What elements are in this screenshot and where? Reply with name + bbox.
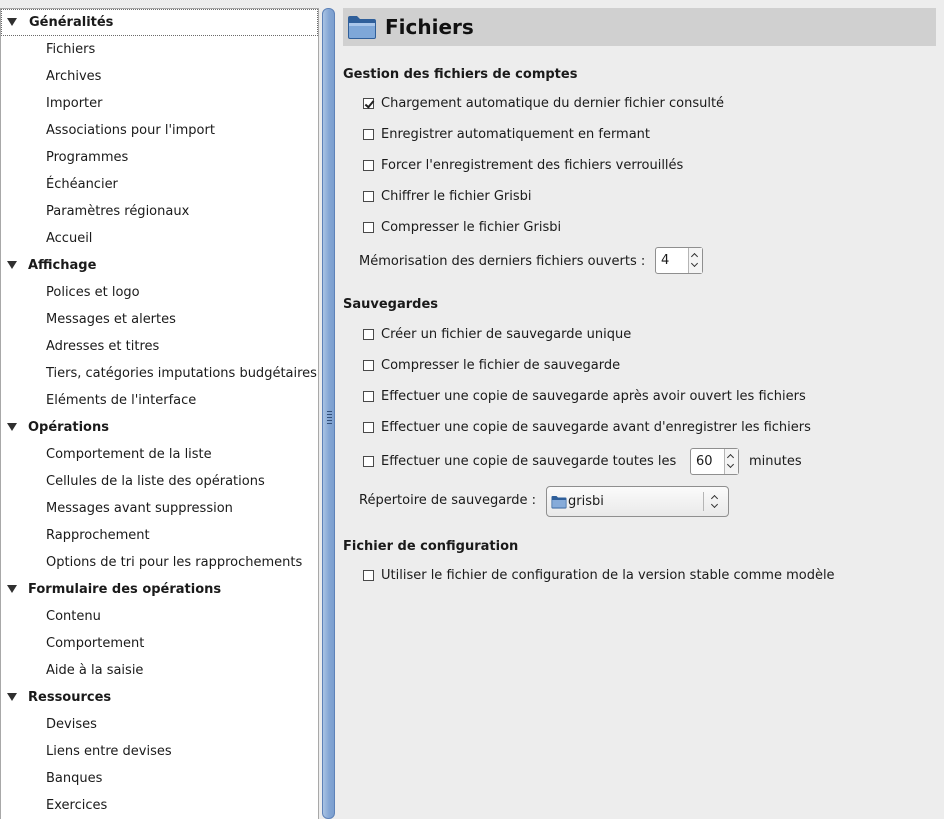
tree-item-tiers-categories[interactable] [1, 360, 318, 387]
section-title-config: Fichier de configuration [343, 539, 519, 554]
tree-item-label: Banques [46, 771, 103, 786]
tree-item-label: Paramètres régionaux [46, 204, 190, 219]
tree-item-label: Tiers, catégories imputations budgétaires [46, 366, 317, 381]
scrollbar-thumb[interactable] [322, 8, 335, 819]
tree-group-label: Ressources [28, 690, 112, 705]
interval-unit-label: minutes [749, 454, 802, 469]
expander-arrow-icon[interactable] [7, 585, 17, 593]
chevron-down-icon [711, 501, 718, 508]
tree-group-operations[interactable] [1, 414, 318, 441]
tree-group-ressources[interactable] [1, 684, 318, 711]
spinner-buttons[interactable] [724, 449, 738, 474]
tree-item-label: Échéancier [46, 177, 118, 192]
checkbox[interactable] [363, 129, 374, 140]
tree-item-banques[interactable] [1, 765, 318, 792]
combo-separator [703, 492, 704, 511]
tree-item-elements-interface[interactable] [1, 387, 318, 414]
checkbox[interactable] [363, 570, 374, 581]
checkbox[interactable] [363, 329, 374, 340]
grip-handle-icon [327, 411, 332, 425]
tree-item-label: Comportement [46, 636, 145, 651]
tree-item-label: Cellules de la liste des opérations [46, 474, 265, 489]
tree-item-messages-suppression[interactable] [1, 495, 318, 522]
combo-value: grisbi [568, 494, 604, 509]
chevron-down-icon[interactable] [691, 260, 698, 267]
tree-group-formulaire[interactable] [1, 576, 318, 603]
section-title-accounts: Gestion des fichiers de comptes [343, 67, 578, 82]
checkbox[interactable] [363, 391, 374, 402]
checkbox[interactable] [363, 422, 374, 433]
recent-files-spinner[interactable] [655, 247, 703, 274]
tree-item-polices-logo[interactable] [1, 279, 318, 306]
option-label: Créer un fichier de sauvegarde unique [381, 327, 632, 342]
tree-item-comportement[interactable] [1, 630, 318, 657]
tree-item-programmes[interactable] [1, 144, 318, 171]
spinner-buttons[interactable] [688, 248, 702, 273]
preferences-tree [0, 8, 319, 819]
recent-files-label: Mémorisation des derniers fichiers ouverts : [359, 254, 646, 269]
tree-group-label: Affichage [28, 258, 97, 273]
tree-item-label: Contenu [46, 609, 101, 624]
tree-group-label: Formulaire des opérations [28, 582, 222, 597]
tree-group-generalites[interactable] [1, 9, 318, 36]
tree-item-fichiers[interactable] [1, 36, 318, 63]
checkbox[interactable] [363, 191, 374, 202]
tree-item-messages-alertes[interactable] [1, 306, 318, 333]
backup-interval-spinner[interactable] [690, 448, 739, 475]
checkbox[interactable] [363, 360, 374, 371]
tree-group-label: Opérations [28, 420, 109, 435]
tree-item-label: Importer [46, 96, 103, 111]
expander-arrow-icon[interactable] [7, 18, 17, 26]
tree-item-label: Messages et alertes [46, 312, 176, 327]
expander-arrow-icon[interactable] [7, 693, 17, 701]
folder-icon [347, 14, 377, 40]
checkbox[interactable] [363, 160, 374, 171]
tree-item-comportement-liste[interactable] [1, 441, 318, 468]
expander-arrow-icon[interactable] [7, 261, 17, 269]
tree-item-label: Fichiers [46, 42, 96, 57]
option-label: Utiliser le fichier de configuration de la version stable comme modèle [381, 568, 835, 583]
tree-item-label: Options de tri pour les rapprochements [46, 555, 303, 570]
tree-item-label: Programmes [46, 150, 129, 165]
option-label: Chiffrer le fichier Grisbi [381, 189, 532, 204]
expander-arrow-icon[interactable] [7, 423, 17, 431]
checkbox[interactable] [363, 456, 374, 467]
tree-item-label: Polices et logo [46, 285, 140, 300]
option-label: Chargement automatique du dernier fichier consulté [381, 96, 725, 111]
section-title-backups: Sauvegardes [343, 297, 439, 312]
tree-group-label: Généralités [29, 15, 114, 30]
tree-item-label: Comportement de la liste [46, 447, 212, 462]
tree-item-label: Accueil [46, 231, 93, 246]
option-label: Compresser le fichier Grisbi [381, 220, 562, 235]
tree-item-archives[interactable] [1, 63, 318, 90]
tree-item-accueil[interactable] [1, 225, 318, 252]
spinner-value[interactable]: 4 [661, 253, 670, 268]
tree-item-echeancier[interactable] [1, 171, 318, 198]
tree-item-options-tri[interactable] [1, 549, 318, 576]
option-label: Effectuer une copie de sauvegarde après avoir ouvert les fichiers [381, 389, 806, 404]
tree-group-affichage[interactable] [1, 252, 318, 279]
option-label: Compresser le fichier de sauvegarde [381, 358, 621, 373]
backup-directory-label: Répertoire de sauvegarde : [359, 493, 537, 508]
tree-item-exercices[interactable] [1, 792, 318, 819]
option-label: Enregistrer automatiquement en fermant [381, 127, 651, 142]
option-label: Effectuer une copie de sauvegarde avant d'enregistrer les fichiers [381, 420, 811, 435]
tree-item-label: Aide à la saisie [46, 663, 144, 678]
tree-item-adresses-titres[interactable] [1, 333, 318, 360]
checkbox[interactable] [363, 98, 374, 109]
tree-item-label: Associations pour l'import [46, 123, 215, 138]
tree-item-label: Messages avant suppression [46, 501, 233, 516]
tree-item-label: Devises [46, 717, 97, 732]
tree-scrollbar[interactable] [321, 8, 336, 819]
tree-item-aide-saisie[interactable] [1, 657, 318, 684]
tree-item-liens-devises[interactable] [1, 738, 318, 765]
folder-icon [551, 495, 567, 509]
tree-item-contenu[interactable] [1, 603, 318, 630]
checkbox[interactable] [363, 222, 374, 233]
chevron-down-icon[interactable] [727, 461, 734, 468]
page-title: Fichiers [385, 15, 474, 39]
tree-item-importer[interactable] [1, 90, 318, 117]
tree-item-associations-import[interactable] [1, 117, 318, 144]
option-label: Forcer l'enregistrement des fichiers verrouillés [381, 158, 684, 173]
tree-item-parametres-regionaux[interactable] [1, 198, 318, 225]
tree-item-label: Archives [46, 69, 102, 84]
tree-item-devises[interactable] [1, 711, 318, 738]
tree-item-label: Exercices [46, 798, 108, 813]
backup-directory-chooser[interactable] [546, 486, 729, 517]
panel-header [343, 8, 936, 46]
tree-item-cellules-liste[interactable] [1, 468, 318, 495]
tree-item-label: Rapprochement [46, 528, 150, 543]
tree-item-rapprochement[interactable] [1, 522, 318, 549]
combo-arrows[interactable] [709, 492, 721, 512]
spinner-value[interactable]: 60 [696, 454, 713, 469]
tree-item-label: Adresses et titres [46, 339, 160, 354]
option-label: Effectuer une copie de sauvegarde toutes les [381, 454, 677, 469]
tree-item-label: Liens entre devises [46, 744, 172, 759]
tree-item-label: Eléments de l'interface [46, 393, 197, 408]
